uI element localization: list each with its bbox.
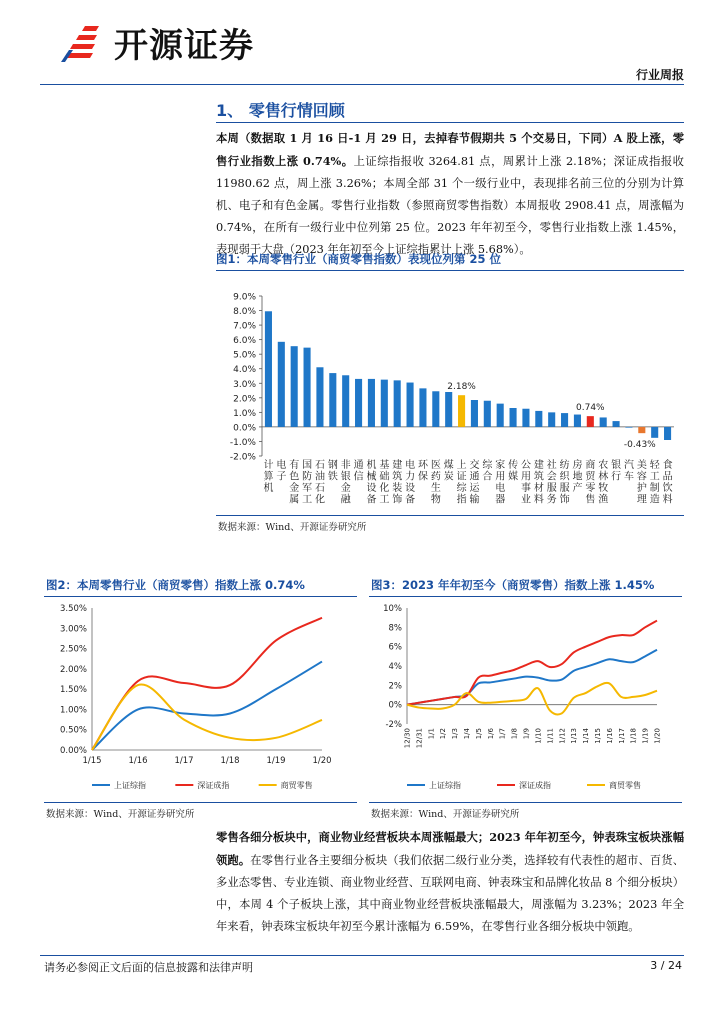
bar-交通运输 — [471, 400, 478, 427]
bar-房地产 — [574, 415, 581, 427]
y-tick-label: 6% — [388, 642, 402, 653]
category-label-char: 行 — [611, 471, 622, 483]
category-label-char: 产 — [572, 483, 583, 494]
y-tick-label: 8% — [388, 623, 402, 634]
category-label-char: 材 — [533, 483, 544, 494]
category-label-char: 务 — [546, 494, 557, 506]
x-tick-label: 1/11 — [546, 728, 555, 744]
header-divider — [40, 84, 684, 85]
y-tick-label: 1.50% — [59, 685, 87, 696]
category-label-char: 础 — [379, 471, 390, 483]
x-tick-label: 1/6 — [486, 728, 495, 740]
bar-银行 — [613, 421, 620, 427]
category-label-char: 子 — [276, 471, 287, 483]
category-label-char: 房 — [572, 460, 583, 471]
category-label-char: 媒 — [508, 471, 519, 483]
category-label-char: 零 — [585, 483, 596, 494]
fig3-title: 图3：2023 年年初至今（商贸零售）指数上涨 1.45% — [371, 578, 655, 592]
category-label-char: 防 — [302, 471, 313, 483]
category-label-char: 电 — [405, 460, 416, 471]
x-tick-label: 1/5 — [474, 728, 483, 740]
bar-纺织服饰 — [561, 413, 568, 427]
x-tick-label: 1/19 — [266, 756, 286, 766]
category-label-char: 电 — [495, 483, 506, 494]
bar-国防军工 — [304, 348, 311, 427]
category-label-char: 饮 — [662, 483, 673, 494]
category-label-char: 料 — [533, 494, 544, 506]
category-label-char: 药 — [430, 471, 441, 483]
category-label-char: 售 — [585, 494, 596, 506]
category-label-char: 工 — [302, 494, 313, 506]
category-label-char: 化 — [379, 483, 390, 494]
x-tick-label: 1/15 — [82, 756, 102, 766]
y-tick-label: -1.0% — [229, 437, 256, 448]
category-label-char: 炭 — [443, 471, 454, 483]
bar-钢铁 — [329, 373, 336, 427]
bar-轻工制造 — [651, 427, 658, 438]
category-label-char: 建 — [392, 460, 403, 471]
category-label-char: 合 — [482, 471, 493, 483]
category-label-char: 非 — [340, 460, 351, 471]
y-tick-label: 6.0% — [233, 336, 256, 347]
x-tick-label: 1/17 — [174, 756, 194, 766]
y-tick-label: 2.50% — [59, 644, 87, 655]
bar-农林牧渔 — [600, 417, 607, 426]
intro-paragraph — [216, 127, 684, 261]
bar-data-label: 0.74% — [576, 403, 605, 414]
category-label-char: 环 — [417, 460, 428, 471]
fig2-title: 图2：本周零售行业（商贸零售）指数上涨 0.74% — [46, 578, 305, 592]
category-label-char: 车 — [623, 471, 634, 483]
category-label-char: 国 — [302, 460, 313, 471]
category-label-char: 建 — [533, 460, 544, 471]
category-label-char: 石 — [314, 460, 325, 471]
bar-汽车 — [625, 427, 632, 428]
category-label-char: 生 — [430, 483, 441, 494]
category-label-char: 用 — [495, 471, 506, 483]
category-label-char: 属 — [289, 494, 300, 506]
category-label-char: 服 — [559, 483, 570, 494]
x-tick-label: 1/16 — [605, 728, 614, 744]
y-tick-label: 7.0% — [233, 321, 256, 332]
legend-label: 商贸零售 — [280, 781, 313, 790]
category-label-char: 业 — [520, 494, 531, 506]
bar-非银金融 — [342, 375, 349, 427]
series-line-上证综指 — [92, 662, 322, 750]
category-label-char: 军 — [302, 483, 313, 494]
category-label-char: 筑 — [533, 471, 544, 483]
category-label-char: 证 — [456, 471, 467, 483]
fig1-bar-chart — [216, 284, 684, 510]
category-label-char: 筑 — [392, 471, 403, 483]
report-type-tag: 行业周报 — [635, 68, 684, 82]
category-label-char: 传 — [508, 460, 519, 471]
category-label-char: 保 — [417, 471, 428, 483]
category-label-char: 上 — [456, 460, 467, 471]
category-label-char: 电 — [276, 460, 287, 471]
bar-机械设备 — [368, 379, 375, 427]
footer-divider — [40, 955, 684, 956]
category-label-char: 融 — [340, 494, 351, 506]
page-number: 3 / 24 — [650, 959, 682, 972]
x-tick-label: 1/8 — [510, 728, 519, 740]
bar-食品饮料 — [664, 427, 671, 440]
category-label-char: 用 — [520, 471, 531, 483]
bar-煤炭 — [445, 392, 452, 427]
category-label-char: 信 — [353, 471, 364, 483]
category-label-char: 力 — [405, 471, 416, 483]
y-tick-label: 2% — [388, 681, 402, 692]
category-label-char: 设 — [405, 483, 416, 494]
y-tick-label: 10% — [383, 604, 402, 614]
x-tick-label: 12/31 — [415, 728, 424, 749]
x-tick-label: 1/20 — [653, 728, 662, 744]
x-tick-label: 1/7 — [498, 728, 507, 740]
category-label-char: 煤 — [443, 460, 454, 471]
category-label-char: 商 — [585, 460, 596, 471]
subsector-lead: 零售各细分板块中，商业物业经营板块本周涨幅最大；2023 年年初至今，钟表珠宝板块涨幅领跑。 — [216, 830, 684, 867]
category-label-char: 事 — [520, 483, 531, 494]
category-label-char: 通 — [353, 460, 364, 471]
fig1-title-rule — [216, 270, 684, 271]
brand-name: 开源证券 — [114, 26, 254, 66]
bar-综合 — [484, 401, 491, 427]
category-label-char: 渔 — [598, 494, 609, 506]
x-tick-label: 1/9 — [522, 728, 531, 740]
category-label-char: 算 — [263, 471, 274, 483]
category-label-char: 色 — [289, 471, 300, 483]
x-tick-label: 1/3 — [451, 728, 460, 740]
bar-有色金属 — [291, 346, 298, 427]
y-tick-label: 2.0% — [233, 394, 256, 405]
x-tick-label: 1/15 — [593, 728, 602, 744]
fig3-source-rule — [369, 802, 682, 803]
category-label-char: 械 — [366, 471, 377, 483]
category-label-char: 品 — [662, 471, 673, 483]
section-divider — [216, 122, 684, 123]
category-label-char: 轻 — [649, 460, 660, 471]
bar-通信 — [355, 379, 362, 427]
category-label-char: 公 — [520, 460, 531, 471]
fig3-source: 数据来源：Wind、开源证券研究所 — [371, 809, 520, 820]
x-tick-label: 1/17 — [617, 728, 626, 744]
category-label-char: 金 — [289, 483, 300, 494]
fig2-title-rule — [44, 596, 357, 597]
bar-计算机 — [265, 311, 272, 427]
section-title: 1、 零售行情回顾 — [216, 101, 345, 120]
x-tick-label: 12/30 — [403, 728, 412, 749]
y-tick-label: 3.0% — [233, 379, 256, 390]
fig2-source: 数据来源：Wind、开源证券研究所 — [46, 809, 195, 820]
category-label-char: 医 — [430, 460, 441, 471]
footer-disclaimer: 请务必参阅正文后面的信息披露和法律声明 — [44, 961, 253, 974]
y-tick-label: 5.0% — [233, 350, 256, 361]
fig3-line-chart — [369, 600, 682, 798]
bar-data-label: -0.43% — [623, 440, 656, 451]
legend-label: 上证综指 — [114, 781, 146, 790]
bar-家用电器 — [497, 404, 504, 427]
category-label-char: 银 — [340, 471, 351, 483]
y-tick-label: 9.0% — [233, 292, 256, 303]
category-label-char: 铁 — [327, 471, 338, 483]
y-tick-label: 0.50% — [59, 725, 87, 736]
bar-电力设备 — [407, 383, 414, 427]
legend-label: 深证成指 — [519, 781, 551, 790]
bar-基础化工 — [381, 380, 388, 427]
y-tick-label: 0% — [388, 700, 402, 711]
fig2-source-rule — [44, 802, 357, 803]
y-tick-label: 3.00% — [59, 624, 87, 635]
category-label-char: 家 — [495, 460, 506, 471]
bar-建筑装饰 — [394, 380, 401, 427]
category-label-char: 农 — [598, 460, 609, 471]
fig1-source-rule — [216, 515, 684, 516]
category-label-char: 油 — [314, 471, 325, 483]
y-tick-label: 0.0% — [233, 423, 256, 434]
bar-社会服务 — [548, 412, 555, 427]
x-tick-label: 1/14 — [582, 728, 591, 744]
bar-商贸零售 — [587, 416, 594, 427]
category-label-char: 理 — [636, 494, 647, 506]
category-label-char: 输 — [469, 494, 480, 506]
legend-label: 深证成指 — [197, 781, 230, 790]
bar-传媒 — [510, 408, 517, 427]
x-tick-label: 1/12 — [558, 728, 567, 744]
category-label-char: 通 — [469, 471, 480, 483]
category-label-char: 美 — [636, 460, 647, 471]
x-tick-label: 1/10 — [534, 728, 543, 744]
category-label-char: 林 — [598, 471, 609, 483]
x-tick-label: 1/18 — [220, 756, 240, 766]
category-label-char: 机 — [263, 483, 274, 494]
subsector-body: 在零售行业各主要细分板块（我们依据二级行业分类，选择较有代表性的超市、百货、多业态零售、专业连锁、商业物业经营、互联网电商、钟表珠宝和品牌化妆品 8 个细分板块）中，本周 4 个子板块上涨，其中商业物业经营板块涨幅最大，周涨幅为 3.23%；2023 年全年来看，钟表珠宝板块年初至今累计涨幅为 6.59%，在零售行业各细分板块中领跑。 — [216, 854, 684, 933]
category-label-char: 机 — [366, 460, 377, 471]
x-tick-label: 1/16 — [128, 756, 148, 766]
y-tick-label: 2.00% — [59, 664, 87, 675]
category-label-char: 钢 — [327, 460, 338, 471]
category-label-char: 备 — [405, 494, 416, 506]
subsector-paragraph — [216, 826, 684, 938]
y-tick-label: 1.0% — [233, 408, 256, 419]
category-label-char: 装 — [392, 483, 403, 494]
x-tick-label: 1/19 — [641, 728, 650, 744]
x-tick-label: 1/4 — [463, 728, 472, 740]
category-label-char: 饰 — [559, 494, 570, 506]
category-label-char: 备 — [366, 494, 377, 506]
category-label-char: 工 — [649, 471, 660, 483]
category-label-char: 综 — [482, 460, 493, 471]
bar-医药生物 — [432, 391, 439, 427]
intro-lead: 本周（数据取 1 月 16 日-1 月 29 日，去掉春节假期共 5 个交易日，下同）A 股上涨，零售行业指数上涨 0.74%。 — [216, 131, 684, 168]
category-label-char: 会 — [546, 471, 557, 483]
bar-美容护理 — [638, 427, 645, 433]
category-label-char: 贸 — [585, 471, 596, 483]
category-label-char: 制 — [649, 483, 660, 494]
category-label-char: 基 — [379, 460, 390, 471]
category-label-char: 综 — [456, 483, 467, 494]
category-label-char: 银 — [611, 460, 622, 471]
bar-石油石化 — [316, 367, 323, 427]
category-label-char: 物 — [430, 494, 441, 506]
category-label-char: 石 — [314, 483, 325, 494]
category-label-char: 金 — [340, 483, 351, 494]
x-tick-label: 1/1 — [427, 728, 436, 740]
bar-data-label: 2.18% — [447, 382, 476, 393]
y-tick-label: 1.00% — [59, 705, 87, 716]
category-label-char: 运 — [469, 483, 480, 494]
bar-环保 — [419, 388, 426, 427]
legend-label: 商贸零售 — [609, 781, 641, 790]
category-label-char: 食 — [662, 460, 673, 471]
y-tick-label: 0.00% — [59, 746, 87, 756]
category-label-char: 地 — [572, 471, 583, 483]
category-label-char: 料 — [662, 494, 673, 506]
category-label-char: 造 — [649, 494, 660, 506]
category-label-char: 汽 — [623, 460, 634, 471]
bar-电子 — [278, 342, 285, 427]
legend-label: 上证综指 — [429, 781, 461, 790]
category-label-char: 织 — [559, 471, 570, 483]
bar-上证综指 — [458, 395, 465, 427]
y-tick-label: -2% — [385, 720, 402, 730]
bar-建筑材料 — [535, 411, 542, 427]
y-tick-label: 4.0% — [233, 365, 256, 376]
category-label-char: 有 — [289, 460, 300, 471]
category-label-char: 社 — [546, 460, 557, 471]
x-tick-label: 1/2 — [439, 728, 448, 740]
category-label-char: 容 — [636, 471, 647, 483]
category-label-char: 交 — [469, 460, 480, 471]
category-label-char: 服 — [546, 483, 557, 494]
category-label-char: 工 — [379, 494, 390, 506]
y-tick-label: 4% — [388, 662, 402, 672]
x-tick-label: 1/18 — [629, 728, 638, 744]
intro-body: 上证综指报收 3264.81 点，周累计上涨 2.18%；深证成指报收 11980.62 点，周上涨 3.26%；本周全部 31 个一级行业中，表现排名前三位的分别为计算机、电子和有色金属。零售行业指数（参照商贸零售指数）本周报收 2908.41 点，周涨幅为 0.74%，在所有一级行业中位列第 25 位。2023 年年初至今，零售行业指数上涨 1.45%，表现弱于大盘（2023 年年初至今上证综指累计上涨 5.68%）。 — [216, 155, 684, 256]
bar-公用事业 — [522, 409, 529, 427]
fig2-line-chart — [44, 600, 357, 798]
category-label-char: 计 — [263, 460, 274, 471]
y-tick-label: 3.50% — [59, 604, 87, 614]
category-label-char: 饰 — [392, 494, 403, 506]
fig1-source: 数据来源：Wind、开源证券研究所 — [218, 522, 367, 533]
x-tick-label: 1/13 — [570, 728, 579, 744]
category-label-char: 器 — [495, 494, 506, 506]
category-label-char: 化 — [314, 494, 325, 506]
x-tick-label: 1/20 — [312, 756, 332, 766]
category-label-char: 设 — [366, 483, 377, 494]
y-tick-label: 8.0% — [233, 307, 256, 318]
y-tick-label: -2.0% — [229, 452, 256, 463]
fig1-title: 图1：本周零售行业（商贸零售指数）表现位列第 25 位 — [216, 252, 502, 266]
category-label-char: 纺 — [559, 460, 570, 471]
category-label-char: 护 — [636, 483, 647, 494]
fig3-title-rule — [369, 596, 682, 597]
brand-logo-icon — [55, 22, 107, 66]
category-label-char: 指 — [456, 494, 467, 506]
category-label-char: 牧 — [598, 483, 609, 494]
